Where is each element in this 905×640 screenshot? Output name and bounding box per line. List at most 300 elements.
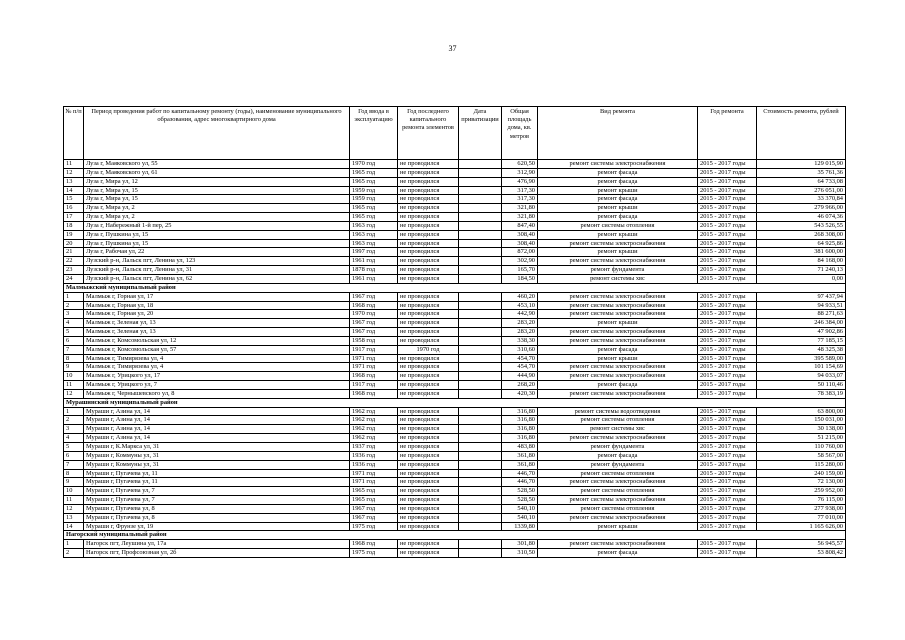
cell-year-built: 1968 год xyxy=(350,301,398,310)
table-row xyxy=(64,301,846,310)
cell-last-repair: не проводился xyxy=(398,266,459,275)
cell-address: Мураши г, Коммуны ул, 31 xyxy=(84,451,350,460)
cell-repair-type: ремонт крыши xyxy=(538,230,698,239)
cell-repair-year: 2015 - 2017 годы xyxy=(698,213,757,222)
cell-privatization xyxy=(459,160,502,169)
cell-address: Нагорск пгт, Профсоюзная ул, 2б xyxy=(84,549,350,558)
cell-privatization xyxy=(459,372,502,381)
cell-num: 11 xyxy=(64,496,84,505)
cell-repair-type: ремонт системы отопления xyxy=(538,469,698,478)
cell-repair-year: 2015 - 2017 годы xyxy=(698,469,757,478)
cell-area: 446,70 xyxy=(502,469,538,478)
cell-year-built: 1965 год xyxy=(350,168,398,177)
cell-last-repair: не проводился xyxy=(398,478,459,487)
table-row xyxy=(64,248,846,257)
table-row xyxy=(64,195,846,204)
cell-repair-type: ремонт системы хвс xyxy=(538,425,698,434)
cell-address: Мураши г, Пугачева ул, 8 xyxy=(84,504,350,513)
cell-cost: 279 966,00 xyxy=(757,204,846,213)
cell-privatization xyxy=(459,354,502,363)
cell-last-repair: не проводился xyxy=(398,381,459,390)
cell-last-repair: не проводился xyxy=(398,425,459,434)
cell-area: 361,80 xyxy=(502,460,538,469)
cell-num: 15 xyxy=(64,195,84,204)
cell-area: 446,70 xyxy=(502,478,538,487)
cell-area: 528,50 xyxy=(502,496,538,505)
cell-num: 14 xyxy=(64,522,84,531)
table-row xyxy=(64,434,846,443)
cell-cost: 0,00 xyxy=(757,274,846,283)
cell-area: 528,50 xyxy=(502,487,538,496)
cell-repair-year: 2015 - 2017 годы xyxy=(698,549,757,558)
cell-cost: 35 761,36 xyxy=(757,168,846,177)
cell-privatization xyxy=(459,443,502,452)
cell-cost: 64 733,08 xyxy=(757,177,846,186)
cell-privatization xyxy=(459,336,502,345)
cell-last-repair: не проводился xyxy=(398,460,459,469)
cell-repair-year: 2015 - 2017 годы xyxy=(698,451,757,460)
cell-repair-type: ремонт системы электроснабжения xyxy=(538,257,698,266)
cell-repair-type: ремонт системы электроснабжения xyxy=(538,239,698,248)
cell-privatization xyxy=(459,363,502,372)
section-title: Малмыжский муниципальный район xyxy=(64,283,846,292)
cell-year-built: 1962 год xyxy=(350,416,398,425)
cell-year-built: 1965 год xyxy=(350,213,398,222)
cell-num: 12 xyxy=(64,389,84,398)
cell-num: 4 xyxy=(64,319,84,328)
cell-privatization xyxy=(459,204,502,213)
cell-num: 3 xyxy=(64,310,84,319)
cell-repair-year: 2015 - 2017 годы xyxy=(698,460,757,469)
cell-address: Мураши г, Пугачева ул, 8 xyxy=(84,513,350,522)
cell-area: 317,30 xyxy=(502,195,538,204)
cell-address: Малмыж г, Чернышевского ул, 8 xyxy=(84,389,350,398)
cell-cost: 56 945,57 xyxy=(757,540,846,549)
cell-area: 454,70 xyxy=(502,363,538,372)
cell-privatization xyxy=(459,416,502,425)
cell-privatization xyxy=(459,345,502,354)
table-row xyxy=(64,363,846,372)
table-row xyxy=(64,504,846,513)
cell-repair-year: 2015 - 2017 годы xyxy=(698,513,757,522)
cell-repair-type: ремонт фасада xyxy=(538,168,698,177)
cell-num: 9 xyxy=(64,363,84,372)
cell-num: 20 xyxy=(64,239,84,248)
cell-address: Малмыж г, Горная ул, 18 xyxy=(84,301,350,310)
cell-privatization xyxy=(459,301,502,310)
cell-address: Луза г, Мира ул, 12 xyxy=(84,177,350,186)
table-row xyxy=(64,310,846,319)
cell-year-built: 1959 год xyxy=(350,186,398,195)
cell-repair-type: ремонт системы электроснабжения xyxy=(538,434,698,443)
cell-year-built: 1917 год xyxy=(350,381,398,390)
table-row xyxy=(64,469,846,478)
table-row xyxy=(64,274,846,283)
cell-privatization xyxy=(459,407,502,416)
cell-num: 11 xyxy=(64,160,84,169)
cell-cost: 58 567,00 xyxy=(757,451,846,460)
cell-repair-type: ремонт крыши xyxy=(538,319,698,328)
cell-repair-year: 2015 - 2017 годы xyxy=(698,195,757,204)
cell-address: Луза г, Пушкина ул, 15 xyxy=(84,230,350,239)
cell-year-built: 1967 год xyxy=(350,513,398,522)
cell-repair-type: ремонт фасада xyxy=(538,213,698,222)
cell-area: 321,80 xyxy=(502,204,538,213)
header-privatization: Дата приватизации xyxy=(459,107,502,160)
cell-cost: 259 952,00 xyxy=(757,487,846,496)
table-row xyxy=(64,522,846,531)
cell-cost: 78 383,19 xyxy=(757,389,846,398)
cell-num: 9 xyxy=(64,478,84,487)
table-row xyxy=(64,230,846,239)
cell-cost: 115 280,00 xyxy=(757,460,846,469)
cell-area: 316,80 xyxy=(502,416,538,425)
cell-year-built: 1937 год xyxy=(350,443,398,452)
table-row xyxy=(64,213,846,222)
header-year-built: Год ввода в эксплуатацию xyxy=(350,107,398,160)
table-row xyxy=(64,496,846,505)
cell-cost: 543 526,55 xyxy=(757,221,846,230)
cell-area: 483,80 xyxy=(502,443,538,452)
cell-privatization xyxy=(459,522,502,531)
cell-repair-type: ремонт крыши xyxy=(538,186,698,195)
cell-cost: 77 010,00 xyxy=(757,513,846,522)
cell-cost: 64 925,86 xyxy=(757,239,846,248)
cell-cost: 268 308,00 xyxy=(757,230,846,239)
cell-privatization xyxy=(459,425,502,434)
cell-last-repair: не проводился xyxy=(398,434,459,443)
cell-area: 283,20 xyxy=(502,328,538,337)
cell-area: 301,80 xyxy=(502,540,538,549)
cell-num: 21 xyxy=(64,248,84,257)
cell-year-built: 1971 год xyxy=(350,363,398,372)
cell-num: 1 xyxy=(64,540,84,549)
table-row xyxy=(64,460,846,469)
cell-area: 317,30 xyxy=(502,186,538,195)
cell-repair-type: ремонт системы электроснабжения xyxy=(538,292,698,301)
cell-last-repair: не проводился xyxy=(398,540,459,549)
cell-last-repair: не проводился xyxy=(398,496,459,505)
cell-area: 872,00 xyxy=(502,248,538,257)
cell-privatization xyxy=(459,292,502,301)
table-row xyxy=(64,425,846,434)
cell-repair-year: 2015 - 2017 годы xyxy=(698,319,757,328)
cell-privatization xyxy=(459,186,502,195)
cell-year-built: 1975 год xyxy=(350,522,398,531)
cell-address: Лузский р-н, Лальск пгт, Ленина ул, 123 xyxy=(84,257,350,266)
cell-cost: 51 215,00 xyxy=(757,434,846,443)
cell-cost: 110 760,00 xyxy=(757,443,846,452)
cell-area: 847,40 xyxy=(502,221,538,230)
cell-year-built: 1963 год xyxy=(350,221,398,230)
cell-last-repair: не проводился xyxy=(398,336,459,345)
cell-address: Луза г, Мира ул, 2 xyxy=(84,204,350,213)
table-row xyxy=(64,513,846,522)
cell-area: 420,30 xyxy=(502,389,538,398)
table-row xyxy=(64,204,846,213)
cell-privatization xyxy=(459,328,502,337)
cell-area: 308,40 xyxy=(502,239,538,248)
cell-area: 444,90 xyxy=(502,372,538,381)
cell-cost: 50 110,46 xyxy=(757,381,846,390)
cell-repair-type: ремонт фундамента xyxy=(538,460,698,469)
cell-repair-type: ремонт системы электроснабжения xyxy=(538,336,698,345)
cell-num: 19 xyxy=(64,230,84,239)
cell-privatization xyxy=(459,504,502,513)
cell-area: 310,50 xyxy=(502,549,538,558)
table-row xyxy=(64,319,846,328)
cell-last-repair: не проводился xyxy=(398,504,459,513)
cell-repair-year: 2015 - 2017 годы xyxy=(698,363,757,372)
cell-repair-year: 2015 - 2017 годы xyxy=(698,416,757,425)
cell-num: 17 xyxy=(64,213,84,222)
cell-cost: 277 938,00 xyxy=(757,504,846,513)
table-row xyxy=(64,336,846,345)
cell-cost: 395 589,00 xyxy=(757,354,846,363)
cell-repair-year: 2015 - 2017 годы xyxy=(698,345,757,354)
table-row xyxy=(64,354,846,363)
cell-num: 12 xyxy=(64,168,84,177)
table-row xyxy=(64,549,846,558)
cell-address: Луза г, Маяковского ул, 61 xyxy=(84,168,350,177)
cell-year-built: 1962 год xyxy=(350,407,398,416)
cell-address: Мураши г, Пугачева ул, 7 xyxy=(84,487,350,496)
cell-last-repair: не проводился xyxy=(398,354,459,363)
cell-privatization xyxy=(459,213,502,222)
page-number: 37 xyxy=(448,44,457,53)
cell-year-built: 1958 год xyxy=(350,336,398,345)
cell-address: Малмыж г, Горная ул, 20 xyxy=(84,310,350,319)
cell-repair-type: ремонт фасада xyxy=(538,381,698,390)
section-title: Мурашинский муниципальный район xyxy=(64,398,846,407)
cell-cost: 1 165 626,00 xyxy=(757,522,846,531)
cell-cost: 94 033,07 xyxy=(757,372,846,381)
table-row xyxy=(64,451,846,460)
cell-cost: 276 051,00 xyxy=(757,186,846,195)
cell-repair-type: ремонт системы электроснабжения xyxy=(538,310,698,319)
table-row xyxy=(64,416,846,425)
cell-num: 14 xyxy=(64,186,84,195)
cell-area: 268,20 xyxy=(502,381,538,390)
header-cost: Стоимость ремонта, рублей xyxy=(757,107,846,160)
cell-repair-year: 2015 - 2017 годы xyxy=(698,381,757,390)
cell-last-repair: не проводился xyxy=(398,292,459,301)
cell-address: Мураши г, Пугачева ул, 11 xyxy=(84,469,350,478)
cell-area: 338,30 xyxy=(502,336,538,345)
cell-address: Малмыж г, Комсомольская ул, 12 xyxy=(84,336,350,345)
cell-last-repair: не проводился xyxy=(398,451,459,460)
cell-num: 10 xyxy=(64,487,84,496)
cell-last-repair: не проводился xyxy=(398,328,459,337)
cell-address: Мураши г, Азина ул, 14 xyxy=(84,416,350,425)
cell-last-repair: не проводился xyxy=(398,168,459,177)
cell-last-repair: не проводился xyxy=(398,407,459,416)
cell-area: 620,50 xyxy=(502,160,538,169)
cell-year-built: 1967 год xyxy=(350,292,398,301)
cell-address: Мураши г, Пугачева ул, 11 xyxy=(84,478,350,487)
cell-privatization xyxy=(459,389,502,398)
cell-year-built: 1961 год xyxy=(350,257,398,266)
cell-year-built: 1967 год xyxy=(350,504,398,513)
cell-cost: 77 185,15 xyxy=(757,336,846,345)
table-header-row xyxy=(64,107,846,160)
cell-year-built: 1963 год xyxy=(350,230,398,239)
cell-privatization xyxy=(459,221,502,230)
cell-privatization xyxy=(459,478,502,487)
cell-address: Мураши г, Пугачева ул, 7 xyxy=(84,496,350,505)
table-row xyxy=(64,328,846,337)
cell-cost: 88 271,63 xyxy=(757,310,846,319)
cell-last-repair: не проводился xyxy=(398,230,459,239)
cell-cost: 101 154,69 xyxy=(757,363,846,372)
cell-repair-type: ремонт фасада xyxy=(538,177,698,186)
cell-last-repair: не проводился xyxy=(398,257,459,266)
cell-privatization xyxy=(459,168,502,177)
cell-last-repair: не проводился xyxy=(398,160,459,169)
cell-cost: 33 370,84 xyxy=(757,195,846,204)
cell-cost: 63 800,00 xyxy=(757,407,846,416)
cell-repair-type: ремонт системы хвс xyxy=(538,274,698,283)
cell-repair-type: ремонт крыши xyxy=(538,354,698,363)
cell-repair-year: 2015 - 2017 годы xyxy=(698,221,757,230)
table-row xyxy=(64,239,846,248)
cell-repair-year: 2015 - 2017 годы xyxy=(698,301,757,310)
cell-last-repair: не проводился xyxy=(398,469,459,478)
cell-last-repair: не проводился xyxy=(398,443,459,452)
cell-repair-type: ремонт фундамента xyxy=(538,266,698,275)
table-row xyxy=(64,186,846,195)
cell-address: Малмыж г, Горная ул, 17 xyxy=(84,292,350,301)
cell-area: 1339,80 xyxy=(502,522,538,531)
cell-repair-year: 2015 - 2017 годы xyxy=(698,389,757,398)
cell-area: 165,70 xyxy=(502,266,538,275)
cell-repair-type: ремонт системы отопления xyxy=(538,221,698,230)
cell-privatization xyxy=(459,195,502,204)
cell-privatization xyxy=(459,496,502,505)
cell-cost: 240 159,00 xyxy=(757,469,846,478)
cell-repair-year: 2015 - 2017 годы xyxy=(698,478,757,487)
cell-last-repair: не проводился xyxy=(398,186,459,195)
cell-cost: 71 240,13 xyxy=(757,266,846,275)
cell-last-repair: не проводился xyxy=(398,487,459,496)
cell-repair-type: ремонт системы отопления xyxy=(538,504,698,513)
cell-cost: 53 808,42 xyxy=(757,549,846,558)
table-row xyxy=(64,478,846,487)
cell-area: 540,10 xyxy=(502,513,538,522)
cell-cost: 150 031,00 xyxy=(757,416,846,425)
cell-year-built: 1997 год xyxy=(350,248,398,257)
cell-year-built: 1965 год xyxy=(350,496,398,505)
cell-last-repair: не проводился xyxy=(398,310,459,319)
cell-address: Малмыж г, Урицкого ул, 7 xyxy=(84,381,350,390)
cell-num: 6 xyxy=(64,451,84,460)
cell-area: 316,80 xyxy=(502,407,538,416)
cell-repair-type: ремонт системы электроснабжения xyxy=(538,496,698,505)
cell-repair-year: 2015 - 2017 годы xyxy=(698,230,757,239)
cell-repair-year: 2015 - 2017 годы xyxy=(698,540,757,549)
cell-area: 283,20 xyxy=(502,319,538,328)
cell-year-built: 1968 год xyxy=(350,389,398,398)
cell-privatization xyxy=(459,434,502,443)
cell-address: Лузский р-н, Лальск пгт, Ленина ул, 31 xyxy=(84,266,350,275)
cell-year-built: 1965 год xyxy=(350,177,398,186)
cell-repair-type: ремонт фасада xyxy=(538,549,698,558)
cell-num: 13 xyxy=(64,177,84,186)
cell-privatization xyxy=(459,549,502,558)
table-row xyxy=(64,257,846,266)
cell-num: 4 xyxy=(64,434,84,443)
cell-num: 2 xyxy=(64,301,84,310)
cell-privatization xyxy=(459,319,502,328)
cell-address: Малмыж г, Зеленая ул, 13 xyxy=(84,319,350,328)
cell-cost: 84 168,00 xyxy=(757,257,846,266)
cell-area: 454,70 xyxy=(502,354,538,363)
cell-repair-year: 2015 - 2017 годы xyxy=(698,239,757,248)
cell-repair-type: ремонт системы электроснабжения xyxy=(538,478,698,487)
cell-repair-type: ремонт системы электроснабжения xyxy=(538,389,698,398)
cell-num: 8 xyxy=(64,354,84,363)
cell-num: 1 xyxy=(64,292,84,301)
header-address: Период проведения работ по капитальному ремонту (годы), наименование муниципального образования, адрес многоквартирного дома xyxy=(84,107,350,160)
cell-year-built: 1970 год xyxy=(350,310,398,319)
cell-area: 442,90 xyxy=(502,310,538,319)
cell-area: 316,80 xyxy=(502,425,538,434)
cell-last-repair: 1970 год xyxy=(398,345,459,354)
cell-num: 23 xyxy=(64,266,84,275)
table-row xyxy=(64,540,846,549)
cell-repair-type: ремонт системы электроснабжения xyxy=(538,513,698,522)
cell-year-built: 1971 год xyxy=(350,478,398,487)
section-row xyxy=(64,283,846,292)
cell-privatization xyxy=(459,487,502,496)
cell-repair-type: ремонт системы электроснабжения xyxy=(538,372,698,381)
cell-address: Мураши г, Коммуны ул, 31 xyxy=(84,460,350,469)
cell-repair-year: 2015 - 2017 годы xyxy=(698,177,757,186)
cell-num: 16 xyxy=(64,204,84,213)
cell-repair-year: 2015 - 2017 годы xyxy=(698,248,757,257)
cell-address: Лузский р-н, Лальск пгт, Ленина ул, 62 xyxy=(84,274,350,283)
cell-year-built: 1971 год xyxy=(350,354,398,363)
cell-num: 12 xyxy=(64,504,84,513)
cell-address: Мураши г, К.Маркса ул, 31 xyxy=(84,443,350,452)
cell-address: Малмыж г, Тимирязева ул, 4 xyxy=(84,354,350,363)
cell-repair-type: ремонт крыши xyxy=(538,248,698,257)
cell-year-built: 1936 год xyxy=(350,460,398,469)
cell-cost: 381 600,00 xyxy=(757,248,846,257)
cell-privatization xyxy=(459,177,502,186)
cell-year-built: 1962 год xyxy=(350,425,398,434)
table-row xyxy=(64,407,846,416)
cell-num: 22 xyxy=(64,257,84,266)
cell-repair-year: 2015 - 2017 годы xyxy=(698,504,757,513)
cell-area: 316,80 xyxy=(502,434,538,443)
table-row xyxy=(64,168,846,177)
cell-area: 361,80 xyxy=(502,451,538,460)
cell-address: Луза г, Мира ул, 15 xyxy=(84,186,350,195)
cell-address: Луза г, Мира ул, 15 xyxy=(84,195,350,204)
cell-cost: 46 074,36 xyxy=(757,213,846,222)
table-row xyxy=(64,345,846,354)
cell-repair-year: 2015 - 2017 годы xyxy=(698,372,757,381)
cell-address: Малмыж г, Зеленая ул, 13 xyxy=(84,328,350,337)
cell-address: Мураши г, Азина ул, 14 xyxy=(84,434,350,443)
table-row xyxy=(64,487,846,496)
cell-repair-year: 2015 - 2017 годы xyxy=(698,274,757,283)
cell-last-repair: не проводился xyxy=(398,248,459,257)
cell-repair-year: 2015 - 2017 годы xyxy=(698,407,757,416)
cell-repair-year: 2015 - 2017 годы xyxy=(698,204,757,213)
table-row xyxy=(64,372,846,381)
